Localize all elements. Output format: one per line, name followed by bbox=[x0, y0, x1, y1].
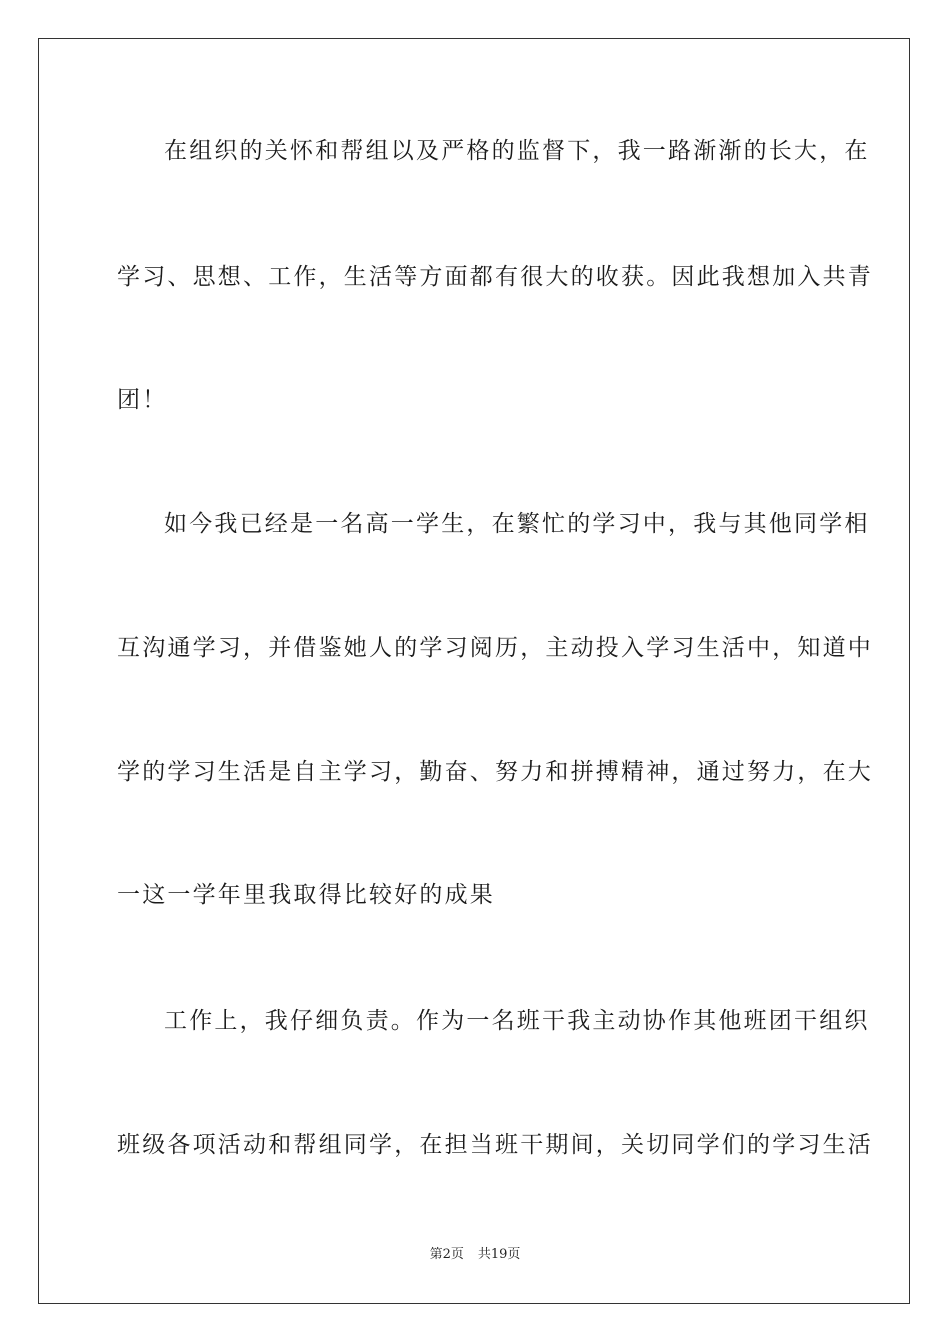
paragraph-1-line-3: 团！ bbox=[117, 387, 168, 413]
page-number: 第2页 bbox=[429, 1247, 464, 1262]
paragraph-1-line-1: 在组织的关怀和帮组以及严格的监督下，我一路渐渐的长大，在 bbox=[164, 138, 870, 164]
paragraph-2-line-4: 一这一学年里我取得比较好的成果 bbox=[117, 882, 495, 908]
page-border bbox=[38, 38, 910, 1304]
paragraph-2-line-2: 互沟通学习，并借鉴她人的学习阅历，主动投入学习生活中，知道中 bbox=[117, 635, 873, 661]
paragraph-3-line-2: 班级各项活动和帮组同学，在担当班干期间，关切同学们的学习生活 bbox=[117, 1132, 873, 1158]
paragraph-2-line-3: 学的学习生活是自主学习，勤奋、努力和拼搏精神，通过努力，在大 bbox=[117, 759, 873, 785]
paragraph-1-line-2: 学习、思想、工作，生活等方面都有很大的收获。因此我想加入共青 bbox=[117, 264, 873, 290]
page-footer bbox=[0, 1246, 950, 1264]
paragraph-3-line-1: 工作上，我仔细负责。作为一名班干我主动协作其他班团干组织 bbox=[164, 1008, 870, 1034]
paragraph-2-line-1: 如今我已经是一名高一学生，在繁忙的学习中，我与其他同学相 bbox=[164, 511, 870, 537]
total-pages: 共19页 bbox=[477, 1247, 521, 1262]
